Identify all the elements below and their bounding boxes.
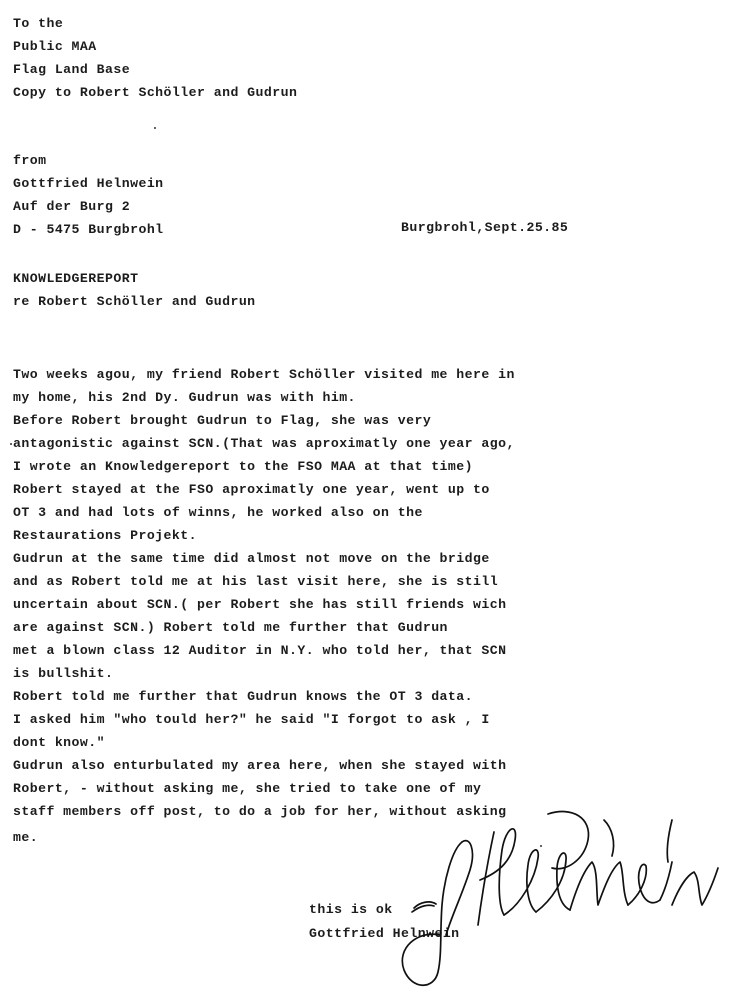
body-line: Restaurations Projekt.	[13, 528, 198, 543]
body-line: are against SCN.) Robert told me further that Gudrun	[13, 620, 448, 635]
subject-regarding: re Robert Schöller and Gudrun	[13, 294, 256, 309]
body-line: me.	[13, 830, 39, 845]
body-line: uncertain about SCN.( per Robert she has still friends wich	[13, 597, 507, 612]
body-line: Robert, - without asking me, she tried to take one of my	[13, 781, 482, 796]
body-line: Before Robert brought Gudrun to Flag, she was very	[13, 413, 432, 428]
sender-city: D - 5475 Burgbrohl	[13, 222, 164, 237]
sender-name: Gottfried Helnwein	[13, 176, 164, 191]
closing-note: this is ok	[309, 902, 393, 917]
subject-title: KNOWLEDGEREPORT	[13, 271, 139, 286]
body-line: Gudrun at the same time did almost not move on the bridge	[13, 551, 490, 566]
body-line: is bullshit.	[13, 666, 114, 681]
address-line-2: Public MAA	[13, 39, 97, 54]
address-line-4: Copy to Robert Schöller and Gudrun	[13, 85, 298, 100]
body-line: my home, his 2nd Dy. Gudrun was with him.	[13, 390, 356, 405]
letter-date: Burgbrohl,Sept.25.85	[401, 220, 569, 235]
body-line: Two weeks agou, my friend Robert Schöller visited me here in	[13, 367, 515, 382]
body-line: Robert told me further that Gudrun knows the OT 3 data.	[13, 689, 474, 704]
body-line: I wrote an Knowledgereport to the FSO MAA at that time)	[13, 459, 474, 474]
sender-street: Auf der Burg 2	[13, 199, 131, 214]
address-line-3: Flag Land Base	[13, 62, 131, 77]
body-line: met a blown class 12 Auditor in N.Y. who told her, that SCN	[13, 643, 507, 658]
body-line: Robert stayed at the FSO aproximatly one year, went up to	[13, 482, 490, 497]
body-line: Gudrun also enturbulated my area here, when she stayed with	[13, 758, 507, 773]
body-line: staff members off post, to do a job for her, without asking	[13, 804, 507, 819]
body-line: dont know."	[13, 735, 106, 750]
from-label: from	[13, 153, 47, 168]
body-line: antagonistic against SCN.(That was aproximatly one year ago,	[13, 436, 515, 451]
body-line: I asked him "who tould her?" he said "I forgot to ask , I	[13, 712, 490, 727]
closing-name: Gottfried Helnwein	[309, 926, 460, 941]
body-line: OT 3 and had lots of winns, he worked also on the	[13, 505, 423, 520]
address-line-1: To the	[13, 16, 64, 31]
body-line: and as Robert told me at his last visit here, she is still	[13, 574, 499, 589]
